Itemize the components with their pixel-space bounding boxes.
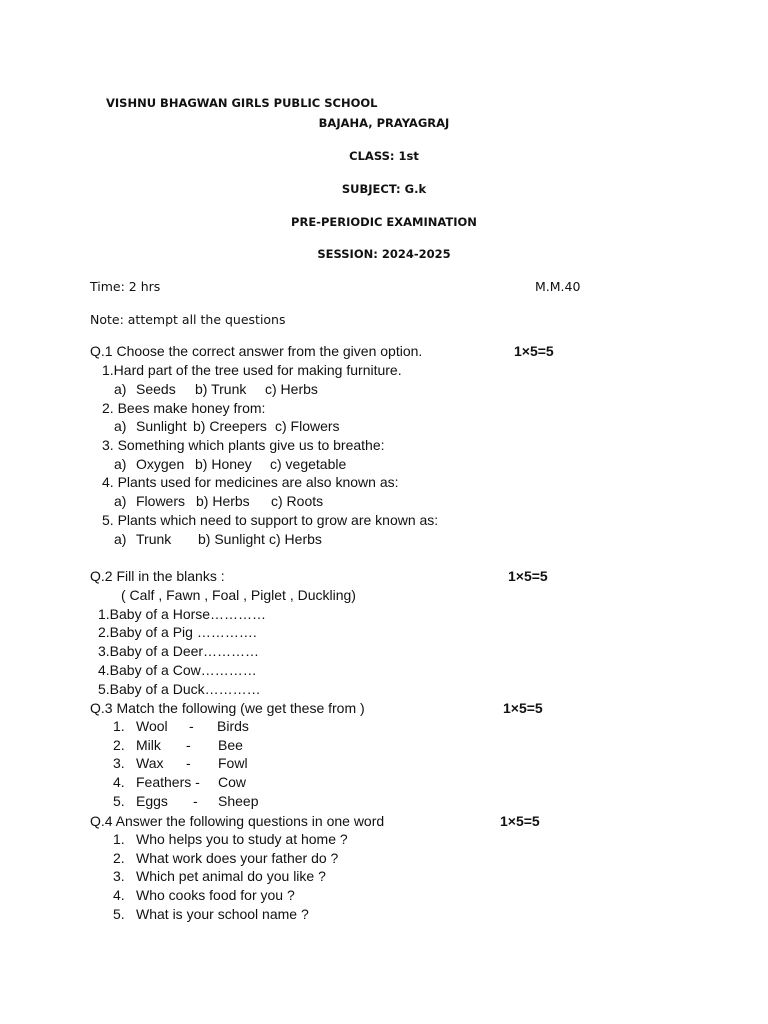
q3-marks: 1×5=5 [503, 700, 543, 716]
school-location: BAJAHA, PRAYAGRAJ [318, 116, 450, 130]
q1-question: 1.Hard part of the tree used for making furniture. [102, 362, 402, 378]
option-marker: a) [114, 493, 127, 509]
fill-blank-item: 3.Baby of a Deer………… [98, 643, 260, 659]
match-num: 5. [113, 793, 125, 809]
match-right: Fowl [218, 755, 248, 771]
match-left: Feathers - [136, 774, 200, 790]
match-dash: - [193, 793, 198, 809]
q1-question: 5. Plants which need to support to grow are known as: [102, 512, 439, 528]
option-a: Sunlight [136, 418, 187, 434]
answer-num: 1. [113, 831, 125, 847]
option-b: b) Trunk [195, 381, 247, 397]
answer-num: 4. [113, 887, 125, 903]
q4-title: Q.4 Answer the following questions in one word [90, 813, 385, 829]
q1-question: 4. Plants used for medicines are also known as: [102, 474, 399, 490]
option-marker: a) [114, 456, 127, 472]
option-c: c) vegetable [270, 456, 347, 472]
option-c: c) Herbs [269, 531, 322, 547]
answer-question: What work does your father do ? [136, 850, 339, 866]
answer-question: What is your school name ? [136, 906, 309, 922]
option-b: b) Herbs [196, 493, 250, 509]
match-right: Cow [218, 774, 247, 790]
match-num: 2. [113, 737, 125, 753]
exam-title: PRE-PERIODIC EXAMINATION [291, 215, 477, 229]
match-dash: - [189, 718, 194, 734]
q1-question: 3. Something which plants give us to breathe: [102, 437, 385, 453]
match-left: Wax [136, 755, 164, 771]
class-label: CLASS: 1st [349, 149, 419, 163]
q2-word-bank: ( Calf , Fawn , Foal , Piglet , Duckling) [121, 587, 356, 603]
option-a: Oxygen [136, 456, 185, 472]
q1-title: Q.1 Choose the correct answer from the given option. [90, 343, 423, 359]
option-marker: a) [114, 381, 127, 397]
q2-title: Q.2 Fill in the blanks : [90, 568, 225, 584]
option-a: Seeds [136, 381, 176, 397]
option-c: c) Roots [271, 493, 324, 509]
fill-blank-item: 2.Baby of a Pig …………. [98, 624, 257, 640]
match-left: Milk [136, 737, 161, 753]
fill-blank-item: 5.Baby of a Duck………… [98, 681, 261, 697]
answer-num: 2. [113, 850, 125, 866]
answer-num: 3. [113, 868, 125, 884]
fill-blank-item: 4.Baby of a Cow………… [98, 662, 257, 678]
match-right: Birds [217, 718, 249, 734]
session-label: SESSION: 2024-2025 [317, 247, 451, 261]
match-num: 4. [113, 774, 125, 790]
q1-question: 2. Bees make honey from: [102, 400, 266, 416]
fill-blank-item: 1.Baby of a Horse………… [98, 606, 267, 622]
q1-marks: 1×5=5 [514, 343, 554, 359]
match-right: Sheep [218, 793, 259, 809]
max-marks-label: M.M.40 [535, 279, 581, 294]
subject-label: SUBJECT: G.k [341, 182, 427, 196]
match-right: Bee [218, 737, 243, 753]
option-a: Trunk [136, 531, 172, 547]
match-left: Eggs [136, 793, 168, 809]
q3-title: Q.3 Match the following (we get these from ) [90, 700, 365, 716]
match-num: 3. [113, 755, 125, 771]
time-label: Time: 2 hrs [90, 279, 161, 294]
match-left: Wool [136, 718, 168, 734]
option-c: c) Herbs [265, 381, 318, 397]
q2-marks: 1×5=5 [508, 568, 548, 584]
match-num: 1. [113, 718, 125, 734]
match-dash: - [186, 737, 191, 753]
match-dash: - [186, 755, 191, 771]
option-a: Flowers [136, 493, 186, 509]
q4-marks: 1×5=5 [500, 813, 540, 829]
note-text: Note: attempt all the questions [90, 312, 286, 327]
option-b: b) Honey [195, 456, 252, 472]
answer-num: 5. [113, 906, 125, 922]
option-marker: a) [114, 418, 127, 434]
school-name: VISHNU BHAGWAN GIRLS PUBLIC SCHOOL [106, 96, 378, 110]
option-b: b) Creepers [193, 418, 267, 434]
answer-question: Who helps you to study at home ? [136, 831, 348, 847]
answer-question: Which pet animal do you like ? [136, 868, 326, 884]
answer-question: Who cooks food for you ? [136, 887, 295, 903]
option-c: c) Flowers [275, 418, 340, 434]
option-marker: a) [114, 531, 127, 547]
option-b: b) Sunlight [198, 531, 265, 547]
